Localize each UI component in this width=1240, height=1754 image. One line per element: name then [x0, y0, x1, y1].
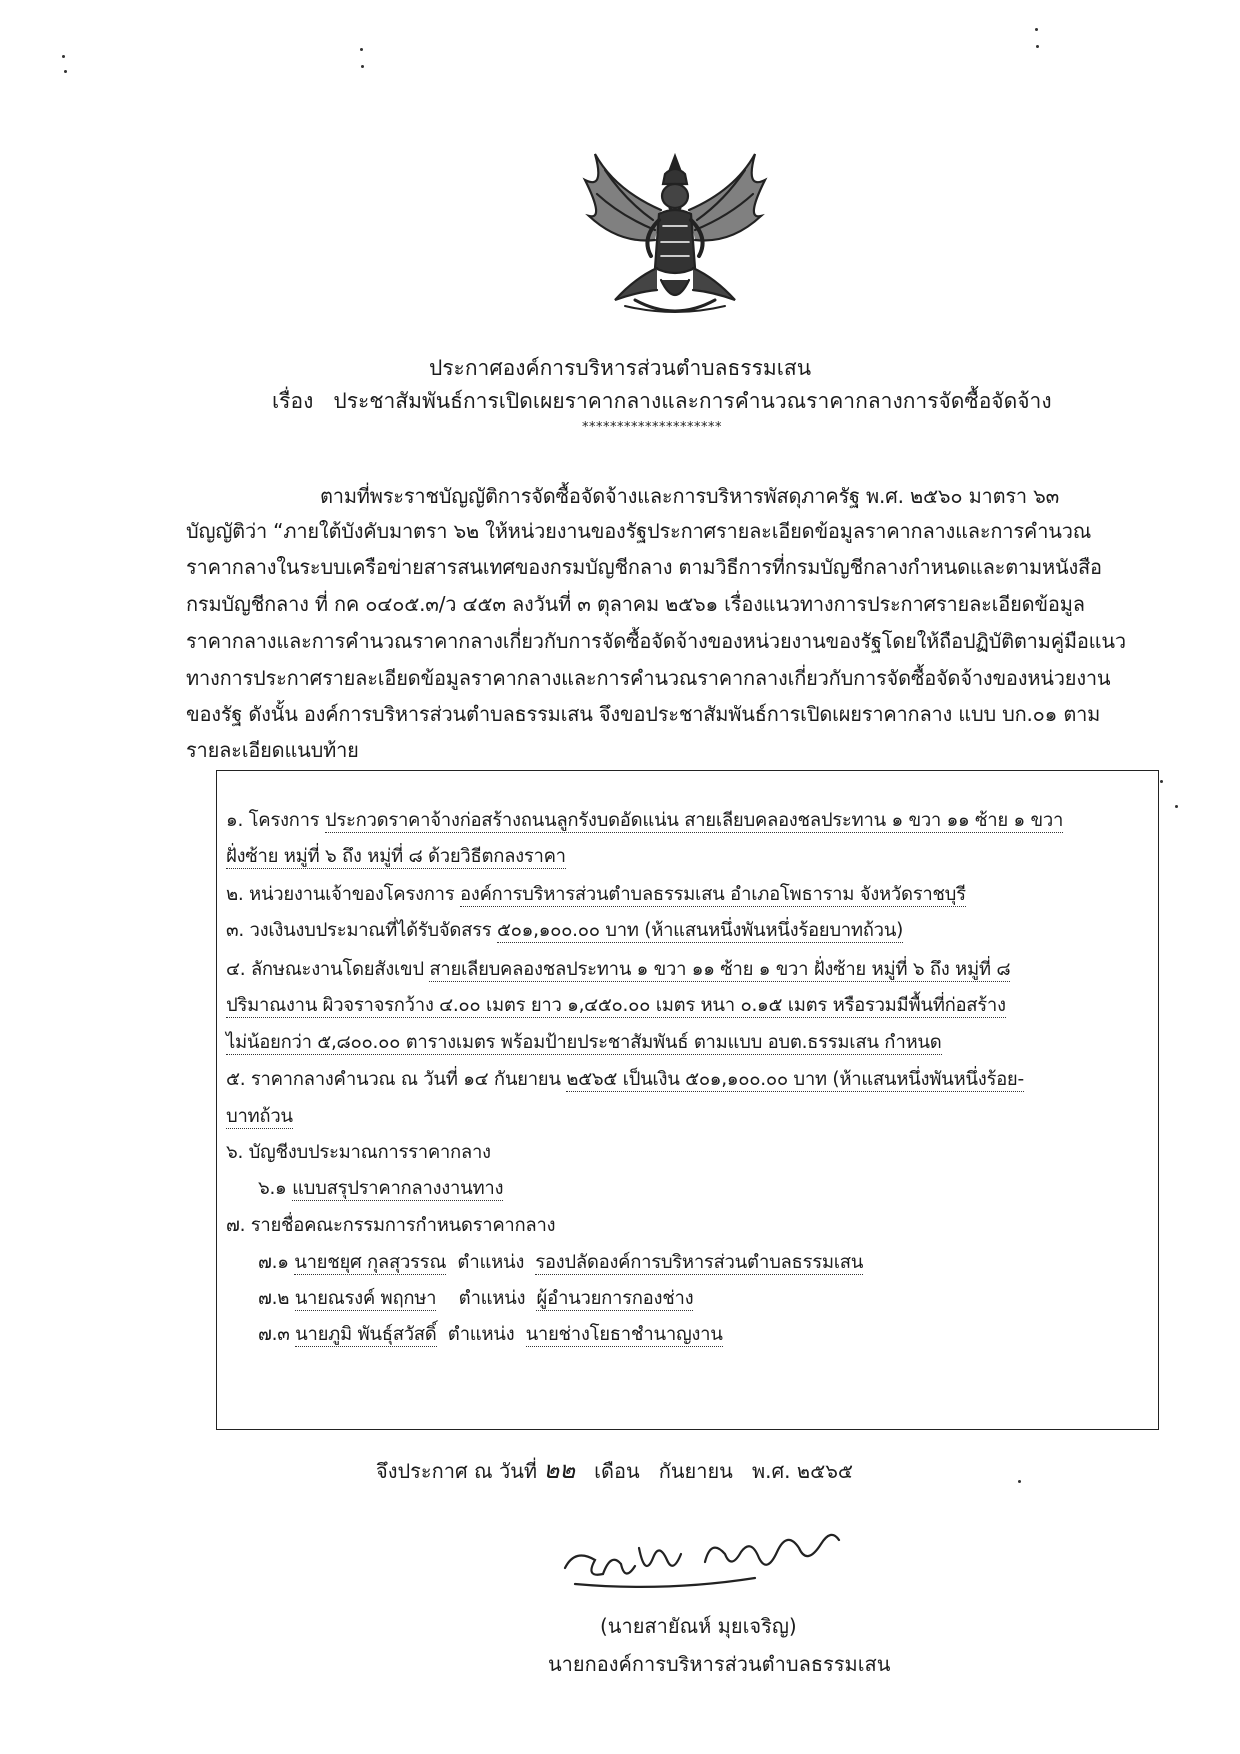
committee-position: นายช่างโยธาชำนาญงาน — [525, 1324, 723, 1345]
committee-pos-label: ตำแหน่ง — [457, 1252, 525, 1273]
item-4-label: ๔. ลักษณะงานโดยสังเขป — [226, 959, 424, 980]
announce-month-label: เดือน — [594, 1459, 640, 1483]
committee-name: นายภูมิ พันธุ์สวัสดิ์ — [295, 1324, 437, 1345]
item-4-value: สายเลียบคลองชลประทาน ๑ ขวา ๑๑ ซ้าย ๑ ขวา ฝั่งซ้าย หมู่ที่ ๖ ถึง หมู่ที่ ๘ — [429, 959, 1011, 980]
announce-month: กันยายน — [658, 1459, 733, 1483]
committee-num: ๗.๒ — [258, 1288, 290, 1309]
committee-name: นายชยุศ กุลสุวรรณ — [294, 1252, 447, 1273]
committee-num: ๗.๑ — [258, 1252, 289, 1273]
item-4 — [226, 955, 1010, 984]
item-1-value: ประกวดราคาจ้างก่อสร้างถนนลูกรังบดอัดแน่น สายเลียบคลองชลประทาน ๑ ขวา ๑๑ ซ้าย ๑ ขวา — [324, 810, 1064, 831]
body-line-8: รายละเอียดแนบท้าย — [186, 738, 359, 762]
item-1-value-cont: ฝั่งซ้าย หมู่ที่ ๖ ถึง หมู่ที่ ๘ ด้วยวิธีตกลงราคา — [226, 846, 566, 867]
item-3-label: ๓. วงเงินงบประมาณที่ได้รับจัดสรร — [226, 920, 492, 941]
subject-text: ประชาสัมพันธ์การเปิดเผยราคากลางและการคำนวณราคากลางการจัดซื้อจัดจ้าง — [333, 389, 1052, 413]
item-4-cont-1 — [226, 991, 1006, 1020]
item-1-label: ๑. โครงการ — [226, 810, 320, 831]
item-2-value: องค์การบริหารส่วนตำบลธรรมเสน อำเภอโพธาราม จังหวัดราชบุรี — [459, 884, 966, 905]
item-4-value-cont2: ไม่น้อยกว่า ๕,๘๐๐.๐๐ ตารางเมตร พร้อมป้ายประชาสัมพันธ์ ตามแบบ อบต.ธรรมเสน กำหนด — [226, 1032, 942, 1053]
item-2-label: ๒. หน่วยงานเจ้าของโครงการ — [226, 884, 455, 905]
item-3 — [226, 916, 903, 945]
announce-prefix: จึงประกาศ ณ วันที่ — [376, 1459, 538, 1483]
item-7: ๗. รายชื่อคณะกรรมการกำหนดราคากลาง — [226, 1215, 556, 1236]
garuda-emblem-icon — [575, 150, 775, 322]
announcement-title: ประกาศองค์การบริหารส่วนตำบลธรรมเสน — [428, 356, 812, 380]
item-1 — [226, 806, 1063, 835]
body-line-4: กรมบัญชีกลาง ที่ กค ๐๔๐๕.๓/ว ๔๕๓ ลงวันที่ ๓ ตุลาคม ๒๕๖๑ เรื่องแนวทางการประกาศรายละเอียดข้อมูล — [186, 592, 1085, 616]
signer-name: (นายสายัณห์ มุยเจริญ) — [600, 1614, 797, 1638]
committee-num: ๗.๓ — [258, 1324, 290, 1345]
item-4-cont-2 — [226, 1028, 942, 1057]
committee-pos-label: ตำแหน่ง — [458, 1288, 526, 1309]
item-5 — [226, 1065, 1024, 1094]
committee-row — [258, 1284, 693, 1313]
item-5-value: ๒๕๖๕ เป็นเงิน ๕๐๑,๑๐๐.๐๐ บาท (ห้าแสนหนึ่งพันหนึ่งร้อย- — [566, 1069, 1024, 1090]
subject-label: เรื่อง — [272, 389, 314, 413]
item-6-1 — [258, 1174, 503, 1203]
item-5-value-cont: บาทถ้วน — [226, 1106, 293, 1127]
body-line-6: ทางการประกาศรายละเอียดข้อมูลราคากลางและการคำนวณราคากลางเกี่ยวกับการจัดซื้อจัดจ้างของหน่วยงาน — [186, 666, 1111, 690]
item-1-cont — [226, 842, 566, 871]
announcement-date — [376, 1450, 853, 1489]
committee-row — [258, 1248, 863, 1277]
committee-name: นายณรงค์ พฤกษา — [294, 1288, 437, 1309]
body-line-5: ราคากลางและการคำนวณราคากลางเกี่ยวกับการจัดซื้อจัดจ้างของหน่วยงานของรัฐโดยให้ถือปฏิบัติตามคู่มือแนว — [186, 629, 1126, 653]
signer-title: นายกองค์การบริหารส่วนตำบลธรรมเสน — [548, 1652, 891, 1676]
item-3-value: ๕๐๑,๑๐๐.๐๐ บาท (ห้าแสนหนึ่งพันหนึ่งร้อยบาทถ้วน) — [496, 920, 903, 941]
item-4-value-cont1: ปริมาณงาน ผิวจราจรกว้าง ๔.๐๐ เมตร ยาว ๑,๔๕๐.๐๐ เมตร หนา ๐.๑๕ เมตร หรือรวมมีพื้นที่ก่อสร้าง — [226, 995, 1006, 1016]
item-6: ๖. บัญชีงบประมาณการราคากลาง — [226, 1142, 491, 1163]
item-5-label: ๕. ราคากลางคำนวณ ณ วันที่ ๑๔ กันยายน — [226, 1069, 561, 1090]
committee-row — [258, 1320, 723, 1349]
item-6-1-value: แบบสรุปราคากลางงานทาง — [292, 1178, 504, 1199]
committee-position: ผู้อำนวยการกองช่าง — [536, 1288, 694, 1309]
committee-position: รองปลัดองค์การบริหารส่วนตำบลธรรมเสน — [535, 1252, 864, 1273]
item-6-1-label: ๖.๑ — [258, 1178, 287, 1199]
body-line-3: ราคากลางในระบบเครือข่ายสารสนเทศของกรมบัญชีกลาง ตามวิธีการที่กรมบัญชีกลางกำหนดและตามหนังสือ — [186, 555, 1102, 579]
item-2 — [226, 880, 966, 909]
signature-icon — [555, 1508, 855, 1598]
body-line-2: บัญญัติว่า “ภายใต้บังคับมาตรา ๖๒ ให้หน่วยงานของรัฐประกาศรายละเอียดข้อมูลราคากลางและการคำนวณ — [186, 519, 1092, 543]
body-line-1: ตามที่พระราชบัญญัติการจัดซื้อจัดจ้างและการบริหารพัสดุภาครัฐ พ.ศ. ๒๕๖๐ มาตรา ๖๓ — [320, 484, 1060, 508]
committee-pos-label: ตำแหน่ง — [447, 1324, 515, 1345]
announce-year: พ.ศ. ๒๕๖๕ — [751, 1459, 854, 1483]
announce-day: ๒๒ — [543, 1456, 576, 1484]
subject-line — [272, 385, 1052, 418]
item-5-cont — [226, 1102, 293, 1131]
body-line-7: ของรัฐ ดังนั้น องค์การบริหารส่วนตำบลธรรมเสน จึงขอประชาสัมพันธ์การเปิดเผยราคากลาง แบบ บก.๐๑ ตาม — [186, 702, 1101, 726]
separator-stars: ******************** — [582, 420, 722, 435]
